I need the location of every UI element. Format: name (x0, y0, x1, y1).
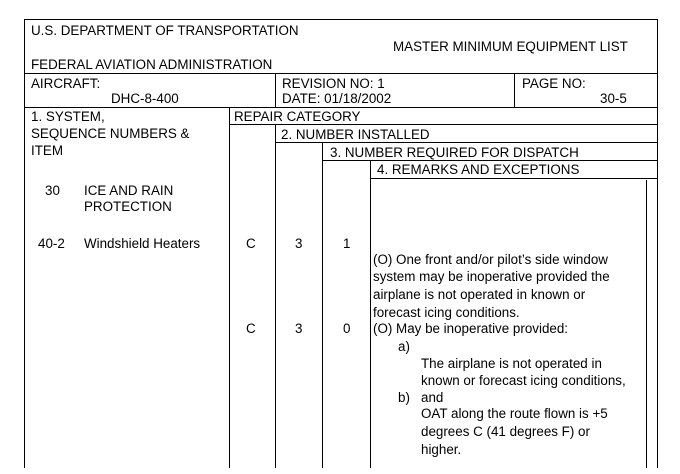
remark-line: system may be inoperative provided the (373, 269, 610, 284)
vline-required-remarks (370, 160, 371, 468)
item-sequence-number: 40-2 (38, 236, 65, 251)
revision-label: REVISION NO: 1 (282, 76, 385, 91)
aircraft-value: DHC-8-400 (111, 91, 179, 106)
condition-line: degrees C (41 degrees F) or (421, 424, 590, 439)
column-header-system: 1. SYSTEM, (31, 109, 105, 124)
column-header-number-required: 3. NUMBER REQUIRED FOR DISPATCH (330, 145, 579, 160)
vline-installed-required (322, 142, 323, 468)
vline-category-installed (275, 124, 276, 468)
column-header-system-line2: SEQUENCE NUMBERS & (31, 126, 190, 141)
condition-line: and (421, 390, 444, 405)
condition-line: The airplane is not operated in (421, 356, 602, 371)
condition-marker-a: a) (398, 339, 410, 354)
condition-marker-b: b) (398, 390, 410, 405)
header-divider-1 (24, 73, 658, 74)
number-installed-value: 3 (295, 321, 303, 336)
column-header-number-installed: 2. NUMBER INSTALLED (281, 127, 430, 142)
number-installed-value: 3 (295, 236, 303, 251)
table-border-top (24, 19, 658, 20)
department-name: U.S. DEPARTMENT OF TRANSPORTATION (31, 23, 299, 38)
administration-name: FEDERAL AVIATION ADMINISTRATION (31, 57, 273, 72)
header-divider-2 (24, 107, 658, 108)
aircraft-label: AIRCRAFT: (31, 76, 101, 91)
number-required-value: 1 (343, 236, 351, 251)
vline-revision-page (514, 73, 515, 108)
document-title: MASTER MINIMUM EQUIPMENT LIST (393, 39, 628, 54)
repair-category-value: C (246, 321, 256, 336)
vline-remarks-outer (657, 180, 658, 468)
section-title: ICE AND RAIN (84, 183, 174, 198)
remark-line: airplane is not operated in known or (373, 287, 586, 302)
vline-aircraft-revision (275, 73, 276, 108)
date-label: DATE: 01/18/2002 (282, 91, 392, 106)
column-header-remarks: 4. REMARKS AND EXCEPTIONS (377, 162, 580, 177)
number-required-value: 0 (343, 321, 351, 336)
remark-line: (O) One front and/or pilot’s side window (373, 252, 608, 267)
condition-line: higher. (421, 442, 462, 457)
vline-remarks-inner (646, 180, 647, 468)
column-header-repair-category: REPAIR CATEGORY (234, 109, 361, 124)
item-name: Windshield Heaters (84, 236, 201, 251)
remark-intro: (O) May be inoperative provided: (373, 321, 569, 336)
condition-line: known or forecast icing conditions, (421, 373, 626, 388)
vline-system-category (229, 107, 230, 468)
table-border-left (24, 19, 25, 468)
condition-line: OAT along the route flown is +5 (421, 406, 608, 421)
repair-category-value: C (246, 236, 256, 251)
section-title-line2: PROTECTION (84, 199, 172, 214)
page-label: PAGE NO: (522, 76, 586, 91)
table-border-right (657, 19, 658, 180)
remark-line: forecast icing conditions. (373, 305, 520, 320)
section-number: 30 (45, 183, 60, 198)
column-header-system-line3: ITEM (31, 143, 63, 158)
page-value: 30-5 (600, 91, 627, 106)
rule-under-remarks (370, 178, 658, 179)
